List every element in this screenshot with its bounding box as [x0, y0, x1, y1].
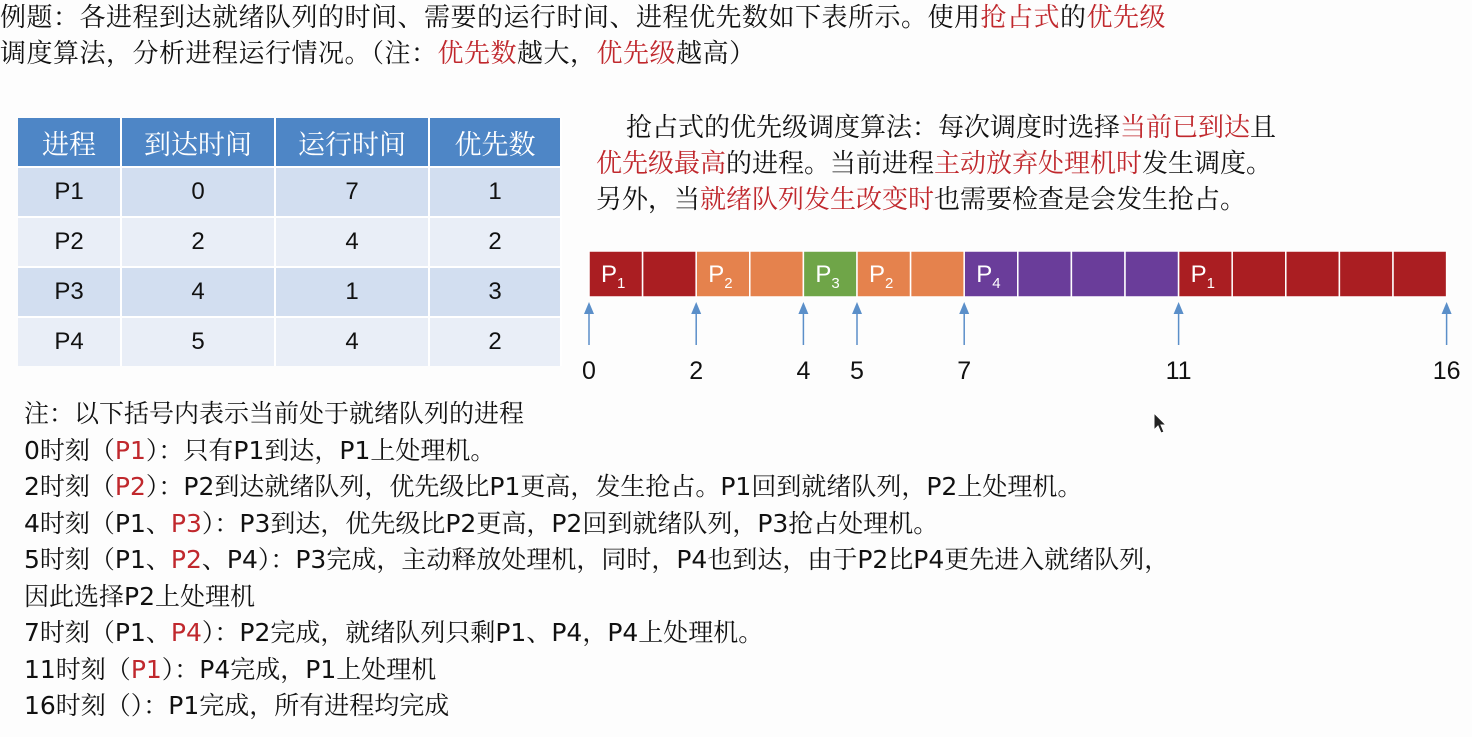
- tick-label: 0: [582, 357, 596, 385]
- gantt-cell-p2: [750, 251, 804, 297]
- highlight: 主动放弃处理机时: [934, 149, 1143, 179]
- text-span: ）：P2完成，就绪队列只剩P1、P4，P4上处理机。: [201, 618, 764, 647]
- table-cell: 4: [276, 216, 430, 266]
- highlight: 就绪队列发生改变时: [700, 185, 935, 215]
- table-cell: 4: [122, 266, 276, 316]
- tick-arrow-head: [584, 302, 594, 314]
- tick-label: 2: [689, 357, 704, 385]
- table-cell: P1: [18, 166, 122, 216]
- table-cell: P2: [18, 216, 122, 266]
- highlight: 当前已到达: [1120, 113, 1251, 143]
- tick-arrow-head: [798, 302, 808, 314]
- tick-label: 11: [1165, 357, 1192, 385]
- note-t5: [24, 542, 1169, 579]
- notes-header: 注：以下括号内表示当前处于就绪队列的进程: [24, 399, 525, 428]
- gantt-cell-p4: [1018, 251, 1072, 297]
- text-span: 4时刻（P1、: [24, 508, 171, 538]
- text-span: ）：P3到达，优先级比P2更高，P2回到就绪队列，P3抢占处理机。: [201, 508, 939, 538]
- text-span: 5时刻（P1、: [24, 545, 171, 574]
- table-cell: 7: [276, 166, 430, 216]
- table-cell: P3: [18, 266, 122, 316]
- note-t4: [24, 506, 1169, 543]
- highlight-priority-number: 优先数: [437, 39, 518, 69]
- gantt-cell-p4: [1125, 251, 1179, 297]
- table-cell: 2: [430, 216, 562, 266]
- tick-arrow-head: [1442, 302, 1452, 314]
- table-cell: 4: [276, 316, 430, 366]
- text-span: ）：只有P1到达，P1上处理机。: [145, 435, 496, 465]
- text-span: 2时刻（: [24, 472, 115, 501]
- table-cell: 2: [430, 316, 562, 366]
- timeline-notes: [24, 396, 1169, 725]
- tick-arrow-head: [852, 302, 862, 314]
- gantt-segment-label: $P_4$: [976, 261, 1001, 292]
- column-header: 进程: [18, 118, 122, 166]
- text-span: 的: [1060, 3, 1087, 33]
- gantt-cell-p2: [911, 251, 965, 297]
- gantt-cell-p1: [1393, 251, 1447, 297]
- text-span: 越高）: [676, 39, 756, 69]
- tick-label: 7: [957, 357, 972, 385]
- gantt-segment-label: $P_1$: [1190, 261, 1215, 292]
- note-t5-cont: 因此选择P2上处理机: [24, 581, 255, 611]
- text-span: 另外，当: [596, 185, 701, 215]
- note-t7: [24, 615, 1169, 652]
- text-span: 越大，: [517, 39, 597, 69]
- text-span: 也需要检查是会发生抢占。: [934, 185, 1247, 215]
- gantt-cell-p1: [1339, 251, 1393, 297]
- text-span: ）：P2到达就绪队列，优先级比P1更高，发生抢占。P1回到就绪队列，P2上处理机。: [145, 472, 1083, 501]
- highlight: 优先级最高: [596, 149, 727, 179]
- note-t0: [24, 433, 1169, 470]
- gantt-cell-p4: [1071, 251, 1125, 297]
- text-span: 的进程。当前进程: [726, 149, 935, 179]
- gantt-cell-p1: [643, 251, 697, 297]
- ready-highlight: P1: [130, 654, 162, 684]
- table-cell: 2: [122, 216, 276, 266]
- text-span: 且: [1250, 113, 1277, 143]
- text-span: 抢占式的优先级调度算法：每次调度时选择: [626, 113, 1121, 143]
- tick-label: 4: [796, 357, 811, 385]
- text-span: 调度算法，分析进程运行情况。（注：: [0, 39, 438, 69]
- note-t16: 16时刻（）：P1完成，所有进程均完成: [24, 691, 450, 720]
- table-cell: 3: [430, 266, 562, 316]
- gantt-segment-label: $P_3$: [815, 261, 840, 292]
- column-header: 运行时间: [276, 118, 430, 166]
- gantt-segment-label: $P_2$: [869, 261, 894, 292]
- table-cell: 5: [122, 316, 276, 366]
- highlight-preemptive: 抢占式: [980, 3, 1061, 33]
- table-cell: P4: [18, 316, 122, 366]
- table-cell: 1: [276, 266, 430, 316]
- tick-arrow-head: [691, 302, 701, 314]
- tick-label: 5: [850, 357, 864, 385]
- text-span: 发生调度。: [1142, 149, 1273, 179]
- text-span: 例题：各进程到达就绪队列的时间、需要的运行时间、进程优先数如下表所示。使用: [0, 3, 981, 33]
- text-span: 0时刻（: [24, 435, 115, 465]
- note-t2: [24, 469, 1169, 506]
- tick-label: 16: [1432, 357, 1461, 385]
- tick-arrow-head: [1174, 302, 1184, 314]
- gantt-cell-p1: [1286, 251, 1340, 297]
- gantt-cell-p1: [1232, 251, 1286, 297]
- note-t11: [24, 652, 1169, 689]
- ready-highlight: P2: [170, 545, 202, 574]
- ready-highlight: P1: [114, 435, 146, 465]
- table-cell: 0: [122, 166, 276, 216]
- ready-highlight: P3: [170, 508, 202, 538]
- ready-highlight: P4: [170, 618, 202, 647]
- column-header: 到达时间: [122, 118, 276, 166]
- text-span: 7时刻（P1、: [24, 618, 171, 647]
- gantt-segment-label: $P_1$: [601, 261, 626, 292]
- column-header: 优先数: [430, 118, 562, 166]
- table-cell: 1: [430, 166, 562, 216]
- gantt-segment-label: $P_2$: [708, 261, 733, 292]
- text-span: 11时刻（: [24, 654, 131, 684]
- mouse-cursor-icon: [1153, 412, 1169, 436]
- tick-arrow-head: [959, 302, 969, 314]
- ready-highlight: P2: [114, 472, 146, 501]
- text-span: ）：P4完成，P1上处理机: [161, 654, 437, 684]
- highlight-priority: 优先级: [596, 39, 677, 69]
- highlight-priority: 优先级: [1086, 3, 1167, 33]
- text-span: 、P4）：P3完成，主动释放处理机，同时，P4也到达，由于P2比P4更先进入就绪队列，: [201, 545, 1170, 574]
